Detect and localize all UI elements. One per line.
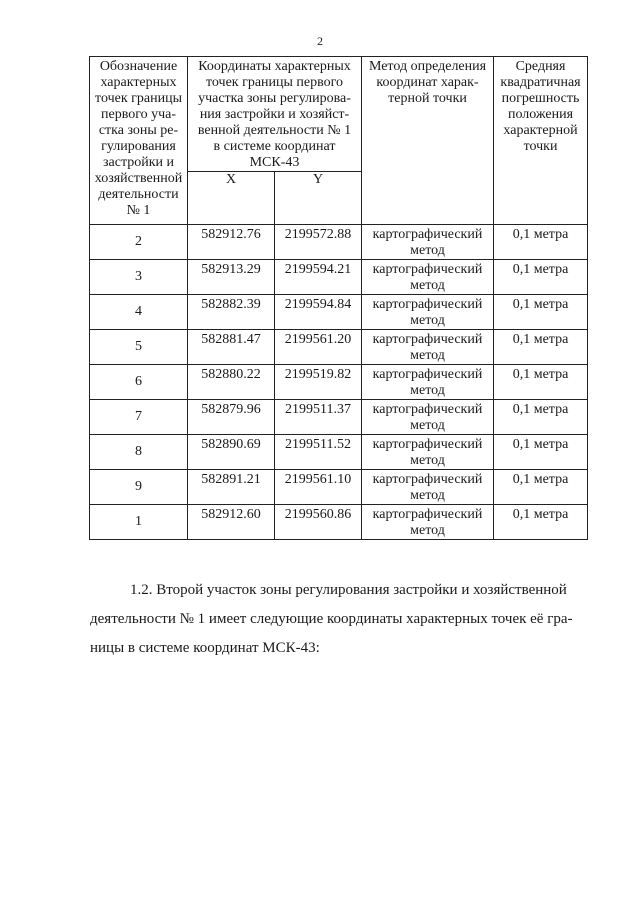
- header-coordinates: [188, 57, 362, 172]
- table-row: [90, 330, 588, 365]
- header-line: в системе координат: [213, 139, 336, 154]
- cell-point: 1: [90, 505, 188, 540]
- method-line: метод: [410, 243, 445, 258]
- cell-y: 2199511.37: [275, 400, 362, 435]
- method-line: метод: [410, 453, 445, 468]
- header-x: X: [188, 172, 275, 225]
- table-row: [90, 295, 588, 330]
- cell-y: 2199561.20: [275, 330, 362, 365]
- header-line: квадратичная: [500, 75, 581, 90]
- method-line: метод: [410, 348, 445, 363]
- page-number: 2: [317, 34, 323, 48]
- header-line: точки: [523, 139, 558, 154]
- header-error: [494, 57, 588, 225]
- cell-method: [362, 260, 494, 295]
- cell-point: 4: [90, 295, 188, 330]
- cell-method: [362, 470, 494, 505]
- cell-error: 0,1 метра: [494, 260, 588, 295]
- cell-x: 582912.76: [188, 225, 275, 260]
- cell-error: 0,1 метра: [494, 470, 588, 505]
- header-line: первого уча-: [100, 107, 177, 122]
- cell-x: 582891.21: [188, 470, 275, 505]
- method-line: картографический: [372, 367, 483, 382]
- cell-error: 0,1 метра: [494, 435, 588, 470]
- paragraph-line-text: 1.2. Второй участок зоны регулирования застройки и хозяйственной: [130, 582, 567, 598]
- paragraph-1-2: [90, 576, 587, 663]
- cell-y: 2199511.52: [275, 435, 362, 470]
- cell-method: [362, 365, 494, 400]
- method-line: картографический: [372, 507, 483, 522]
- method-line: метод: [410, 523, 445, 538]
- header-line: точек границы: [95, 91, 182, 106]
- method-line: метод: [410, 313, 445, 328]
- table-row: [90, 260, 588, 295]
- cell-method: [362, 400, 494, 435]
- cell-point: 8: [90, 435, 188, 470]
- cell-x: 582881.47: [188, 330, 275, 365]
- header-line: гулирования: [101, 139, 176, 154]
- header-y: Y: [275, 172, 362, 225]
- header-line: МСК-43: [249, 155, 300, 170]
- cell-x: 582890.69: [188, 435, 275, 470]
- header-line: характерной: [503, 123, 578, 138]
- cell-point: 3: [90, 260, 188, 295]
- header-line: № 1: [126, 203, 151, 218]
- header-line: деятельности: [98, 187, 179, 202]
- table-row: [90, 435, 588, 470]
- header-line: ния застройки и хозяйст-: [199, 107, 350, 122]
- cell-error: 0,1 метра: [494, 400, 588, 435]
- header-line: точек границы первого: [205, 75, 344, 90]
- coordinates-table: [89, 56, 588, 540]
- cell-point: 2: [90, 225, 188, 260]
- cell-error: 0,1 метра: [494, 330, 588, 365]
- cell-point: 9: [90, 470, 188, 505]
- header-point-designation: [90, 57, 188, 225]
- cell-y: 2199594.84: [275, 295, 362, 330]
- method-line: картографический: [372, 472, 483, 487]
- cell-y: 2199594.21: [275, 260, 362, 295]
- header-line: Средняя: [515, 59, 566, 74]
- method-line: картографический: [372, 402, 483, 417]
- method-line: картографический: [372, 437, 483, 452]
- cell-method: [362, 295, 494, 330]
- cell-method: [362, 225, 494, 260]
- cell-x: 582879.96: [188, 400, 275, 435]
- method-line: картографический: [372, 297, 483, 312]
- header-line: хозяйственной: [94, 171, 183, 186]
- header-line: участка зоны регулирова-: [198, 91, 351, 106]
- cell-point: 6: [90, 365, 188, 400]
- cell-x: 582912.60: [188, 505, 275, 540]
- table-row: [90, 400, 588, 435]
- header-line: венной деятельности № 1: [197, 123, 352, 138]
- table-row: [90, 225, 588, 260]
- cell-error: 0,1 метра: [494, 295, 588, 330]
- method-line: картографический: [372, 227, 483, 242]
- method-line: метод: [410, 488, 445, 503]
- table-row: [90, 505, 588, 540]
- header-line: положения: [507, 107, 574, 122]
- method-line: метод: [410, 383, 445, 398]
- cell-y: 2199519.82: [275, 365, 362, 400]
- cell-method: [362, 435, 494, 470]
- paragraph-line: [90, 576, 587, 605]
- cell-point: 7: [90, 400, 188, 435]
- header-line: Метод определения: [368, 59, 487, 74]
- method-line: картографический: [372, 262, 483, 277]
- cell-error: 0,1 метра: [494, 365, 588, 400]
- table-row: [90, 365, 588, 400]
- cell-x: 582880.22: [188, 365, 275, 400]
- paragraph-line: ницы в системе координат МСК-43:: [90, 640, 320, 656]
- header-line: координат харак-: [376, 75, 479, 90]
- cell-x: 582913.29: [188, 260, 275, 295]
- header-line: погрешность: [501, 91, 580, 106]
- method-line: метод: [410, 418, 445, 433]
- cell-method: [362, 330, 494, 365]
- paragraph-line: деятельности № 1 имеет следующие координаты характерных точек её гра-: [90, 611, 573, 627]
- header-line: Координаты характерных: [198, 59, 351, 74]
- cell-x: 582882.39: [188, 295, 275, 330]
- cell-y: 2199561.10: [275, 470, 362, 505]
- cell-y: 2199560.86: [275, 505, 362, 540]
- header-line: характерных: [100, 75, 177, 90]
- cell-point: 5: [90, 330, 188, 365]
- header-line: терной точки: [388, 91, 467, 106]
- header-line: Обозначение: [99, 59, 178, 74]
- table-row: [90, 470, 588, 505]
- cell-error: 0,1 метра: [494, 225, 588, 260]
- method-line: картографический: [372, 332, 483, 347]
- method-line: метод: [410, 278, 445, 293]
- cell-error: 0,1 метра: [494, 505, 588, 540]
- header-line: застройки и: [102, 155, 175, 170]
- header-line: стка зоны ре-: [98, 123, 179, 138]
- header-method: [362, 57, 494, 225]
- cell-y: 2199572.88: [275, 225, 362, 260]
- cell-method: [362, 505, 494, 540]
- table-header-row: [90, 57, 588, 172]
